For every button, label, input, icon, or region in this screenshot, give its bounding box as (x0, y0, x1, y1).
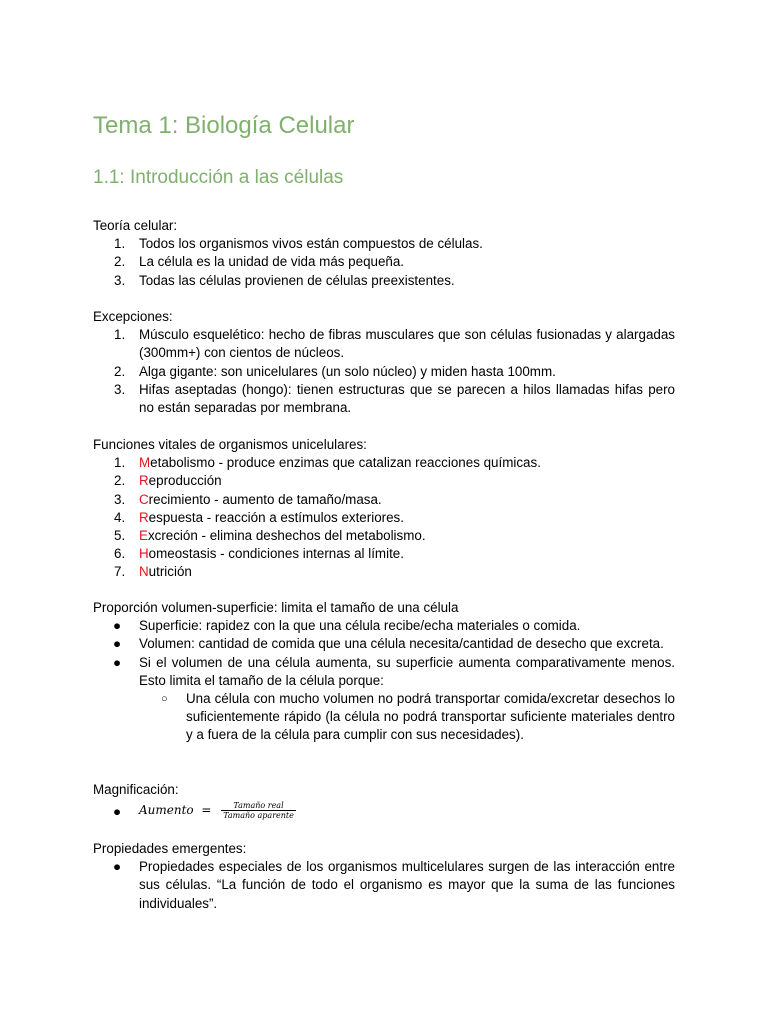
propiedades-section (93, 840, 675, 913)
excepciones-list (93, 326, 675, 417)
propiedades-heading: Propiedades emergentes: (93, 841, 247, 856)
list-item: 1. Todos los organismos vivos están compuestos de células. (114, 236, 483, 252)
magnificacion-heading: Magnificación: (93, 782, 179, 797)
list-item: 2. La célula es la unidad de vida más pequeña. (114, 254, 405, 270)
funciones-section (93, 436, 675, 582)
propiedades-list (93, 858, 675, 913)
formula-item (93, 799, 675, 821)
list-item: 2. Alga gigante: son unicelulares (un solo núcleo) y miden hasta 100mm. (114, 363, 556, 379)
list-item: ● Superficie: rapidez con la que una célula recibe/echa materiales o comida. (93, 617, 675, 635)
funciones-heading: Funciones vitales de organismos unicelulares: (93, 437, 367, 452)
teoria-list (93, 235, 675, 290)
teoria-section (93, 217, 675, 290)
bullet-icon: ● (113, 654, 122, 670)
list-item: ● Volumen: cantidad de comida que una célula necesita/cantidad de desecho que excreta. (93, 635, 675, 653)
list-item: ● Propiedades especiales de los organismos multicelulares surgen de las interacción entre sus células. “La función de todo el organismo es mayor que la suma de las funciones individuales”. (113, 859, 675, 911)
list-item: 4. Respuesta - reacción a estímulos exteriores. (114, 509, 404, 525)
formula-fraction (221, 801, 296, 820)
formula-lhs: Aumento (139, 803, 194, 818)
fraction-denominator: Tamaño aparente (223, 811, 294, 821)
list-item: 3. Todas las células provienen de células preexistentes. (114, 272, 455, 288)
list-item: 1. Metabolismo - produce enzimas que catalizan reacciones químicas. (114, 455, 541, 471)
funciones-list (93, 454, 675, 581)
excepciones-heading: Excepciones: (93, 309, 173, 324)
list-item: 7. Nutrición (114, 564, 192, 580)
list-item: 6. Homeostasis - condiciones internas al límite. (114, 546, 404, 562)
list-item: 3. Crecimiento - aumento de tamaño/masa. (114, 491, 382, 507)
teoria-heading: Teoría celular: (93, 218, 178, 233)
magnificacion-list (93, 799, 675, 821)
bullet-icon: ● (113, 859, 122, 875)
list-subitem: ○ Una célula con mucho volumen no podrá transportar comida/excretar desechos lo suficientemente rápido (la célula no podrá transportar suficiente materiales dentro y a fuera de la célula para cumplir con sus necesidades). (161, 691, 675, 743)
list-item: 3. Hifas aseptadas (hongo): tienen estructuras que se parecen a hilos llamadas hifas pero no están separadas por membrana. (114, 381, 675, 416)
section-subtitle: 1.1: Introducción a las células (93, 167, 344, 188)
page-title: Tema 1: Biología Celular (93, 112, 355, 139)
list-item: ● Si el volumen de una célula aumenta, su superficie aumenta comparativamente menos. Esto limita el tamaño de la célula porque: (113, 654, 675, 688)
fraction-numerator: Tamaño real (221, 801, 296, 811)
list-item: 2. Reproducción (114, 473, 222, 489)
proporcion-list (93, 617, 675, 744)
circle-bullet-icon: ○ (161, 693, 168, 706)
list-item: 5. Excreción - elimina deshechos del metabolismo. (114, 528, 426, 544)
proporcion-section (93, 599, 675, 745)
list-item: 1. Músculo esquelético: hecho de fibras musculares que son células fusionadas y alargadas (300mm+) con cientos de núcleos. (114, 327, 675, 361)
bullet-icon: ● (113, 618, 122, 634)
excepciones-section (93, 308, 675, 417)
bullet-icon: ● (113, 636, 122, 652)
proporcion-heading: Proporción volumen-superficie: limita el tamaño de una célula (93, 600, 459, 615)
magnificacion-section (93, 781, 675, 821)
formula-equals: = (201, 803, 212, 818)
bullet-icon: ● (113, 804, 122, 820)
